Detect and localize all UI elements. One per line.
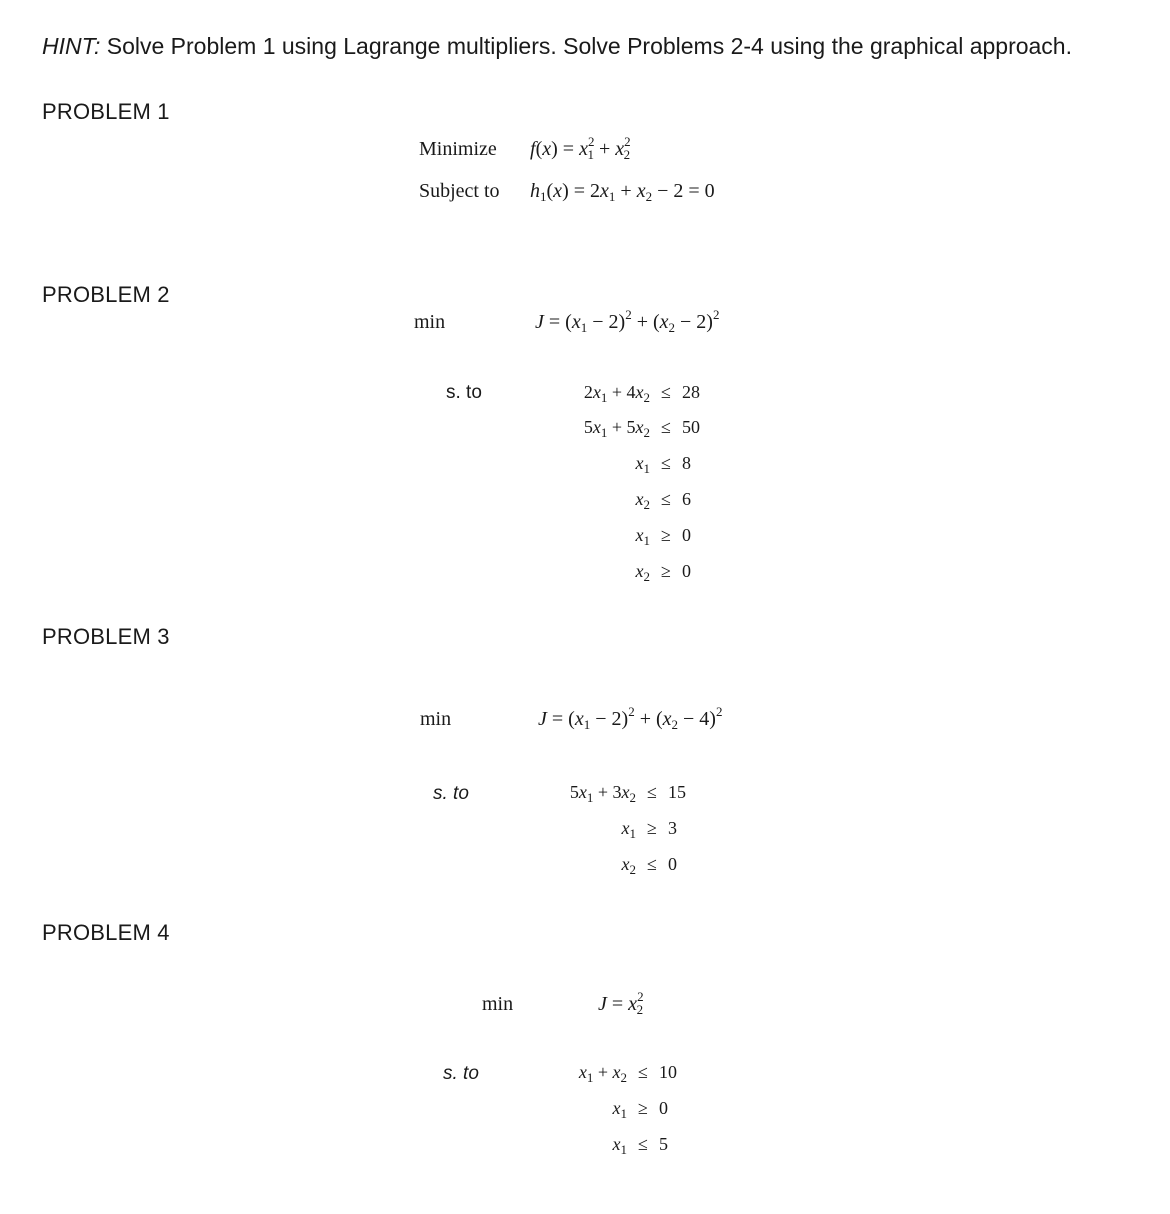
problem-3-constraint-keyword: s. to <box>433 783 469 804</box>
problem-4-constraint-3: $x_1 \le 5$ <box>612 1134 668 1157</box>
problem-2-title: PROBLEM 2 <box>42 282 170 307</box>
problem-1-objective: $f(x) = x^2_1 + x^2_2$ <box>530 134 631 162</box>
problem-2-constraint-5: $x_1 \ge 0$ <box>635 525 691 548</box>
problem-2-constraint-6: $x_2 \ge 0$ <box>635 561 691 584</box>
problem-4-objective: $J = x^2_2$ <box>598 989 644 1017</box>
problem-2-constraint-keyword: s. to <box>446 382 482 403</box>
problem-2-constraint-2: $5x_1 + 5x_2 \le 50$ <box>583 417 700 440</box>
problem-3-objective-keyword: min <box>420 708 452 730</box>
hint-text: Solve Problem 1 using Lagrange multipliers. Solve Problems 2-4 using the graphical approach. <box>100 33 1072 59</box>
problem-1-constraint: $h_1(x) = 2x_1 + x_2 - 2 = 0$ <box>530 180 715 204</box>
problem-1-constraint-keyword: Subject to <box>419 180 500 202</box>
problem-4-title: PROBLEM 4 <box>42 920 170 945</box>
hint-label: HINT: <box>42 33 101 59</box>
problem-1-title: PROBLEM 1 <box>42 99 170 124</box>
problem-3-title: PROBLEM 3 <box>42 624 170 649</box>
problem-4-constraint-1: $x_1 + x_2 \le 10$ <box>578 1062 677 1085</box>
problem-1-objective-keyword: Minimize <box>419 138 497 160</box>
problem-2-constraint-3: $x_1 \le 8$ <box>635 453 691 476</box>
problem-2-constraint-4: $x_2 \le 6$ <box>635 489 691 512</box>
problem-3-constraint-3: $x_2 \le 0$ <box>621 854 677 877</box>
problem-2-constraint-1: $2x_1 + 4x_2 \le 28$ <box>583 382 700 405</box>
problem-2-objective-keyword: min <box>414 311 446 333</box>
problem-4-constraint-keyword: s. to <box>443 1063 479 1084</box>
problem-4-constraint-2: $x_1 \ge 0$ <box>612 1098 668 1121</box>
problem-3-constraint-2: $x_1 \ge 3$ <box>621 818 677 841</box>
problem-2-objective: $J = (x_1 - 2)^2 + (x_2 - 2)^2$ <box>535 307 720 335</box>
problem-3-constraint-1: $5x_1 + 3x_2 \le 15$ <box>569 782 686 805</box>
problem-4-objective-keyword: min <box>482 993 514 1015</box>
hint-line <box>42 33 1072 60</box>
problem-3-objective: $J = (x_1 - 2)^2 + (x_2 - 4)^2$ <box>538 704 723 732</box>
